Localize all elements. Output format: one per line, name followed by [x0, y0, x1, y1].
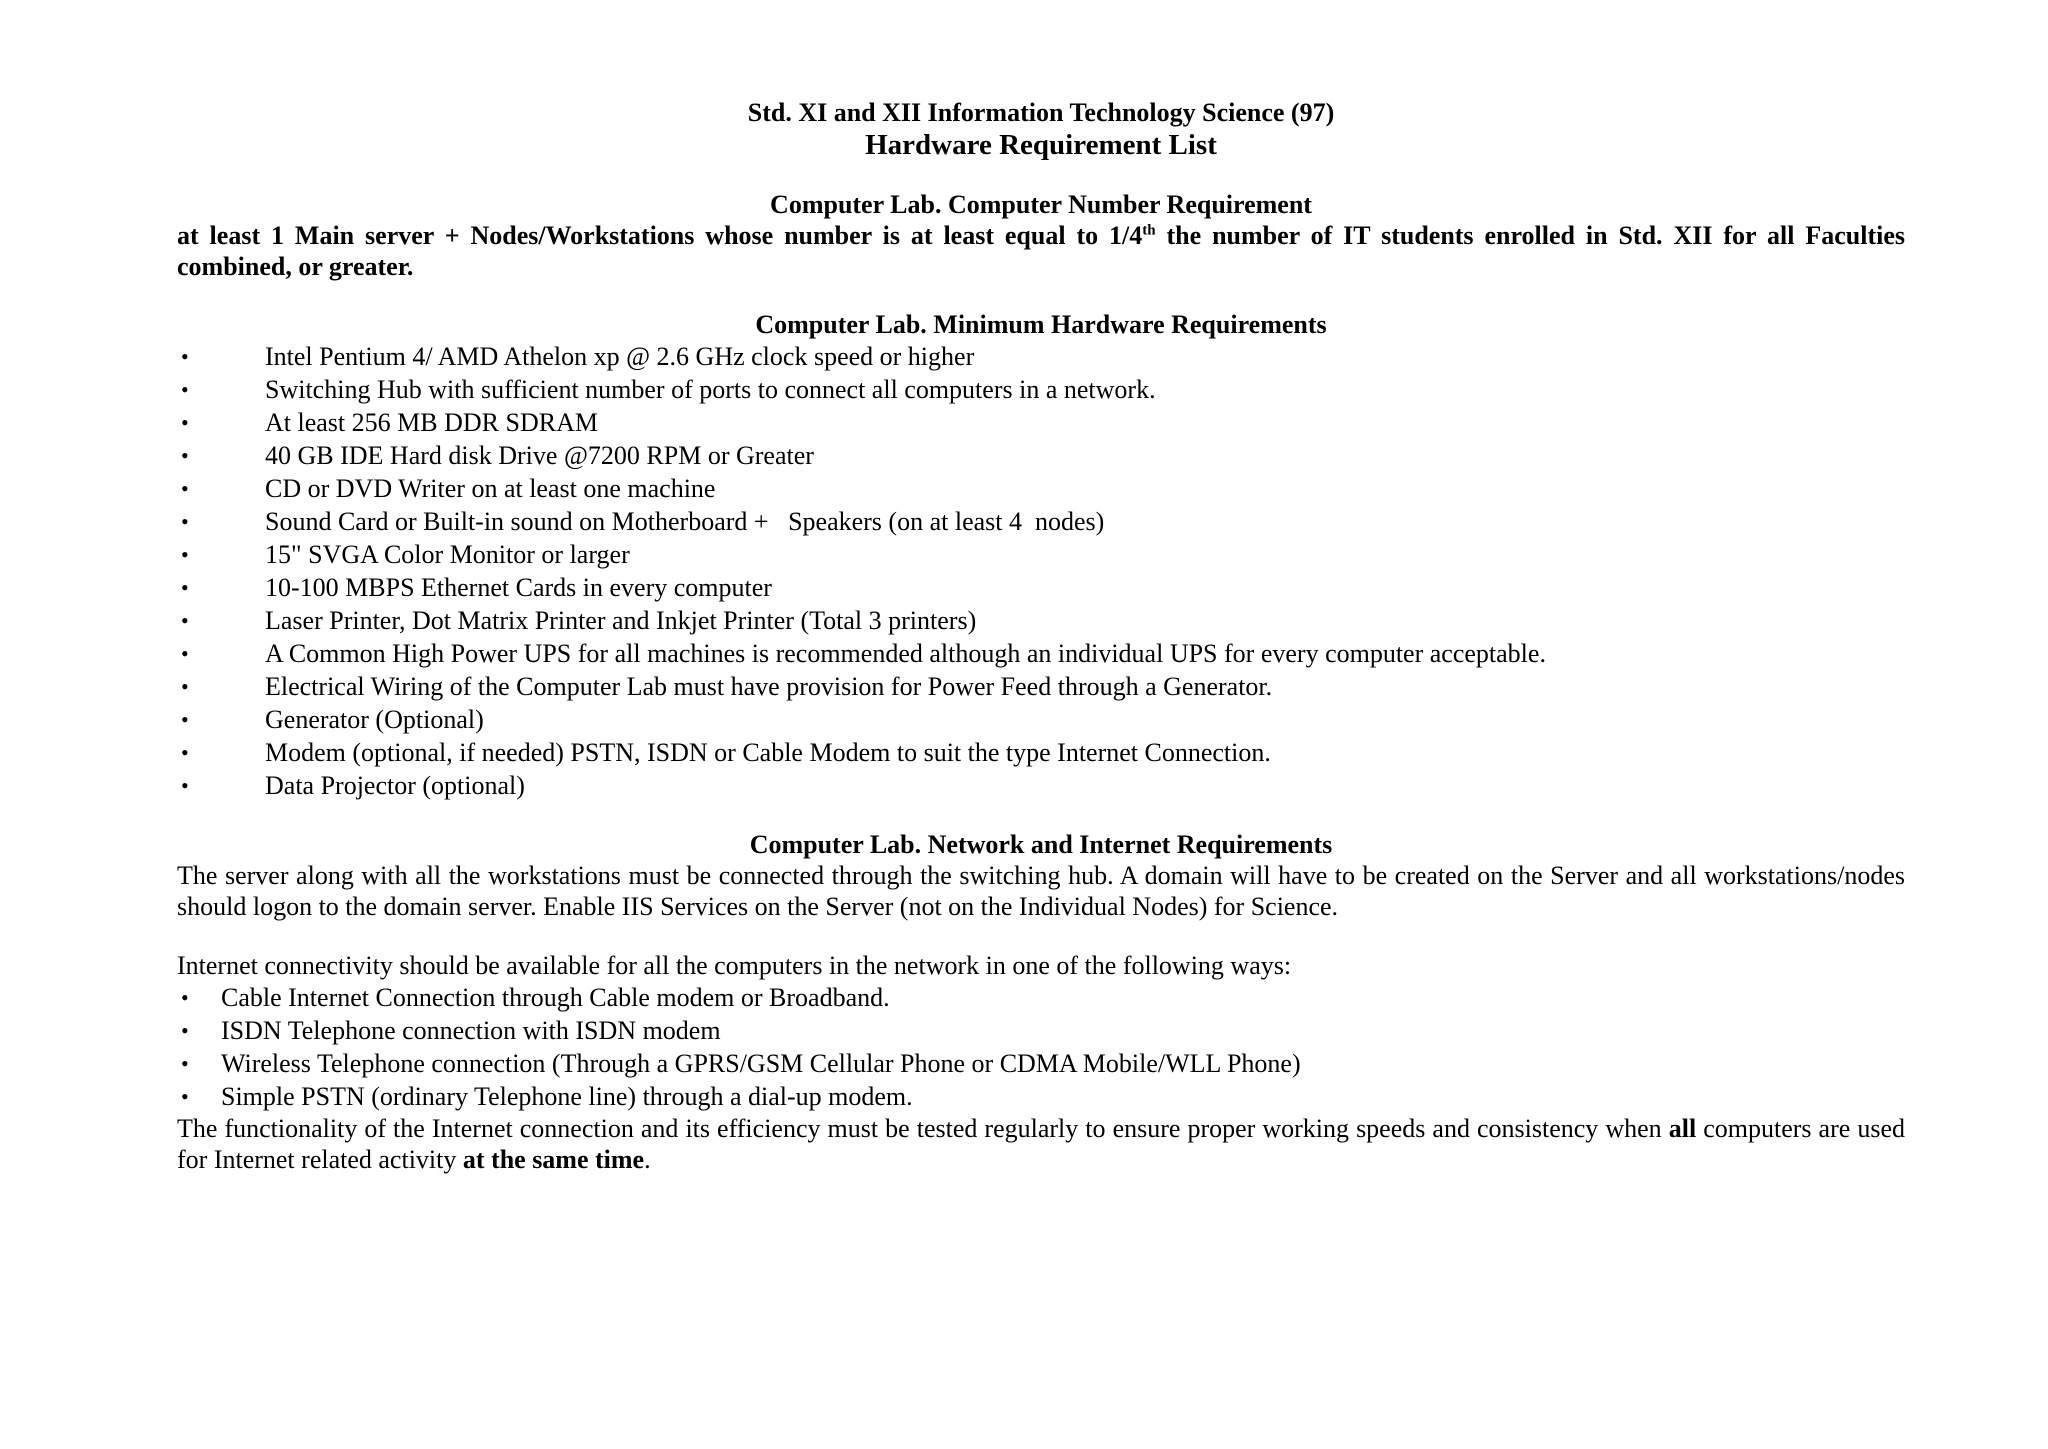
internet-ways-list	[177, 981, 1905, 1113]
bullet-icon: •	[181, 575, 189, 600]
internet-way-item	[177, 1047, 1905, 1080]
bullet-icon: •	[181, 740, 189, 765]
hardware-item	[177, 439, 1905, 472]
internet-way-item	[177, 1014, 1905, 1047]
bullet-icon: •	[181, 641, 189, 666]
hardware-item	[177, 736, 1905, 769]
internet-way-text: Wireless Telephone connection (Through a GPRS/GSM Cellular Phone or CDMA Mobile/WLL Phone)	[221, 1049, 1301, 1078]
hardware-item	[177, 769, 1905, 802]
hardware-item	[177, 373, 1905, 406]
network-paragraph: The server along with all the workstations must be connected through the switching hub. A domain will have to be created on the Server and all workstations/nodes should logon to the domain server. Enable IIS Services on the Server (not on the Individual Nodes) for Science.	[177, 861, 1905, 921]
hardware-item-text: Generator (Optional)	[265, 705, 484, 734]
bullet-icon: •	[181, 985, 189, 1010]
bullet-icon: •	[181, 377, 189, 402]
bullet-icon: •	[181, 344, 189, 369]
bullet-icon: •	[181, 608, 189, 633]
hardware-item	[177, 406, 1905, 439]
hardware-item	[177, 472, 1905, 505]
internet-way-text: ISDN Telephone connection with ISDN modem	[221, 1016, 721, 1045]
internet-way-text: Simple PSTN (ordinary Telephone line) through a dial-up modem.	[221, 1082, 913, 1111]
computer-number-text-start: at least 1 Main server + Nodes/Workstations whose number is at least equal to 1/4	[177, 221, 1143, 250]
bullet-icon: •	[181, 707, 189, 732]
bullet-icon: •	[181, 509, 189, 534]
closing-text-1: The functionality of the Internet connection and its efficiency must be tested regularly to ensure proper working speeds and consistency when	[177, 1114, 1669, 1143]
document-title: Std. XI and XII Information Technology Science (97)	[747, 98, 1335, 127]
hardware-item	[177, 538, 1905, 571]
bullet-icon: •	[181, 1084, 189, 1109]
hardware-heading: Computer Lab. Minimum Hardware Requirements	[755, 310, 1327, 339]
bullet-icon: •	[181, 773, 189, 798]
hardware-item-text: At least 256 MB DDR SDRAM	[265, 408, 598, 437]
hardware-item-text: 15" SVGA Color Monitor or larger	[265, 540, 630, 569]
hardware-item	[177, 604, 1905, 637]
hardware-item	[177, 340, 1905, 373]
hardware-item-text: Electrical Wiring of the Computer Lab must have provision for Power Feed through a Generator.	[265, 672, 1273, 701]
internet-way-item	[177, 981, 1905, 1014]
hardware-item	[177, 670, 1905, 703]
closing-text-2: computers are used for Internet related activity	[177, 1114, 1905, 1174]
hardware-item-text: CD or DVD Writer on at least one machine	[265, 474, 716, 503]
hardware-item-text: Laser Printer, Dot Matrix Printer and Inkjet Printer (Total 3 printers)	[265, 606, 977, 635]
computer-number-requirement	[177, 220, 1905, 282]
hardware-list	[177, 340, 1905, 802]
ordinal-superscript: th	[1142, 222, 1156, 239]
hardware-item	[177, 703, 1905, 736]
bullet-icon: •	[181, 674, 189, 699]
internet-intro: Internet connectivity should be available for all the computers in the network in one of the following ways:	[177, 951, 1292, 980]
bullet-icon: •	[181, 410, 189, 435]
computer-number-text-end: the number of IT students enrolled in Std. XII for all Faculties combined, or greater.	[177, 221, 1905, 281]
hardware-item-text: Data Projector (optional)	[265, 771, 525, 800]
bullet-icon: •	[181, 476, 189, 501]
hardware-item-text: 10-100 MBPS Ethernet Cards in every computer	[265, 573, 772, 602]
document-subtitle: Hardware Requirement List	[865, 129, 1217, 161]
hardware-item-text: 40 GB IDE Hard disk Drive @7200 RPM or Greater	[265, 441, 814, 470]
hardware-item-text: Sound Card or Built-in sound on Motherboard + Speakers (on at least 4 nodes)	[265, 507, 1105, 536]
hardware-item-text: Intel Pentium 4/ AMD Athelon xp @ 2.6 GHz clock speed or higher	[265, 342, 975, 371]
closing-emphasis-all: all	[1668, 1114, 1697, 1143]
closing-emphasis-same-time: at the same time	[462, 1145, 645, 1174]
hardware-item-text: A Common High Power UPS for all machines is recommended although an individual UPS for every computer acceptable.	[265, 639, 1546, 668]
computer-number-heading: Computer Lab. Computer Number Requirement	[770, 190, 1312, 219]
network-heading: Computer Lab. Network and Internet Requirements	[749, 830, 1333, 859]
bullet-icon: •	[181, 1018, 189, 1043]
hardware-item	[177, 637, 1905, 670]
hardware-item	[177, 571, 1905, 604]
bullet-icon: •	[181, 443, 189, 468]
closing-text-3: .	[644, 1145, 651, 1174]
internet-way-text: Cable Internet Connection through Cable modem or Broadband.	[221, 983, 890, 1012]
bullet-icon: •	[181, 542, 189, 567]
hardware-item-text: Modem (optional, if needed) PSTN, ISDN or Cable Modem to suit the type Internet Connection.	[265, 738, 1271, 767]
internet-way-item	[177, 1080, 1905, 1113]
hardware-item	[177, 505, 1905, 538]
closing-paragraph	[177, 1113, 1905, 1175]
bullet-icon: •	[181, 1051, 189, 1076]
hardware-item-text: Switching Hub with sufficient number of ports to connect all computers in a network.	[265, 375, 1156, 404]
document-page	[177, 98, 1905, 1175]
